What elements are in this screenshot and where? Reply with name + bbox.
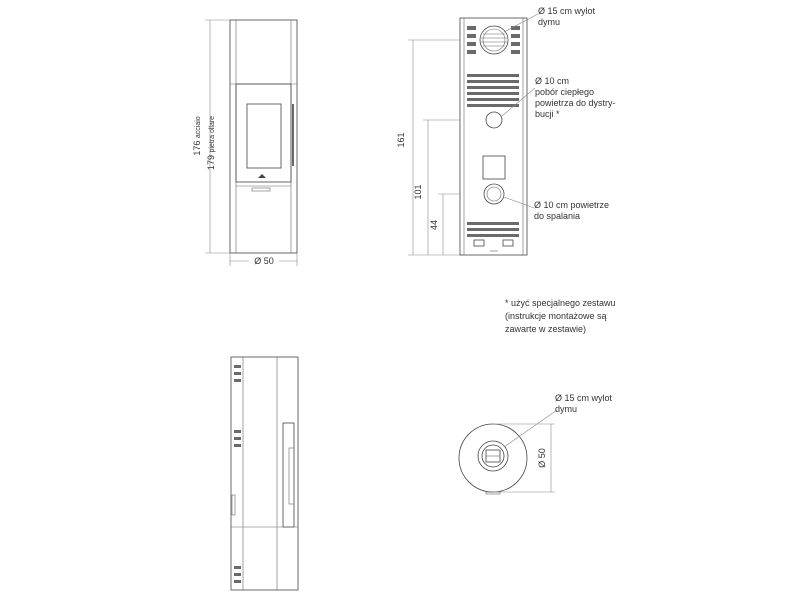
side-view — [231, 357, 298, 590]
side-door-profile — [283, 423, 294, 527]
side-grilles — [232, 365, 241, 583]
back-dim-total: 161 — [396, 132, 406, 148]
callout-warm-line2: pobór ciepłego — [535, 87, 595, 97]
top-callout-line1: Ø 15 cm wylot — [555, 393, 613, 403]
front-logo — [258, 174, 266, 178]
front-body-outline — [230, 20, 297, 253]
flue-outlet — [480, 26, 508, 54]
top-body-outline — [459, 424, 527, 492]
callout-warm-line3: powietrza do dystry- — [535, 98, 616, 108]
back-dim-low: 44 — [429, 219, 439, 231]
front-glass — [247, 104, 281, 168]
front-width-dimension-label: Ø 50 — [254, 256, 274, 266]
note-line2: (instrukcje montażowe są — [505, 311, 607, 321]
back-bottom-grille — [467, 222, 519, 246]
installation-note — [505, 298, 616, 334]
callout-warm-line1: Ø 10 cm — [535, 76, 570, 86]
callout-warm-line4: bucji * — [535, 109, 560, 119]
front-height-steel: 176 acciaio — [192, 116, 202, 156]
callout-air-line1: Ø 10 cm powietrze — [534, 200, 610, 210]
back-panel — [483, 156, 505, 179]
back-mid-grille — [467, 74, 519, 107]
side-body-outline — [231, 357, 298, 590]
top-callout-line2: dymu — [555, 404, 578, 414]
front-door — [236, 84, 291, 182]
callout-flue-line1: Ø 15 cm wylot — [538, 6, 596, 16]
front-height-stone: 179 pietra ollare — [206, 115, 216, 171]
front-view — [192, 20, 297, 266]
back-top-grille — [467, 26, 520, 54]
callout-air-line2: do spalania — [534, 211, 581, 221]
top-diameter-dimension: Ø 50 — [537, 448, 547, 468]
top-view — [459, 393, 613, 494]
callout-flue-line2: dymu — [538, 17, 561, 27]
back-dim-middle: 101 — [413, 184, 423, 200]
note-line3: zawarte w zestawie) — [505, 324, 587, 334]
back-view — [396, 6, 616, 255]
warm-air-outlet — [486, 112, 502, 128]
note-line1: * użyć specjalnego zestawu — [505, 298, 616, 308]
